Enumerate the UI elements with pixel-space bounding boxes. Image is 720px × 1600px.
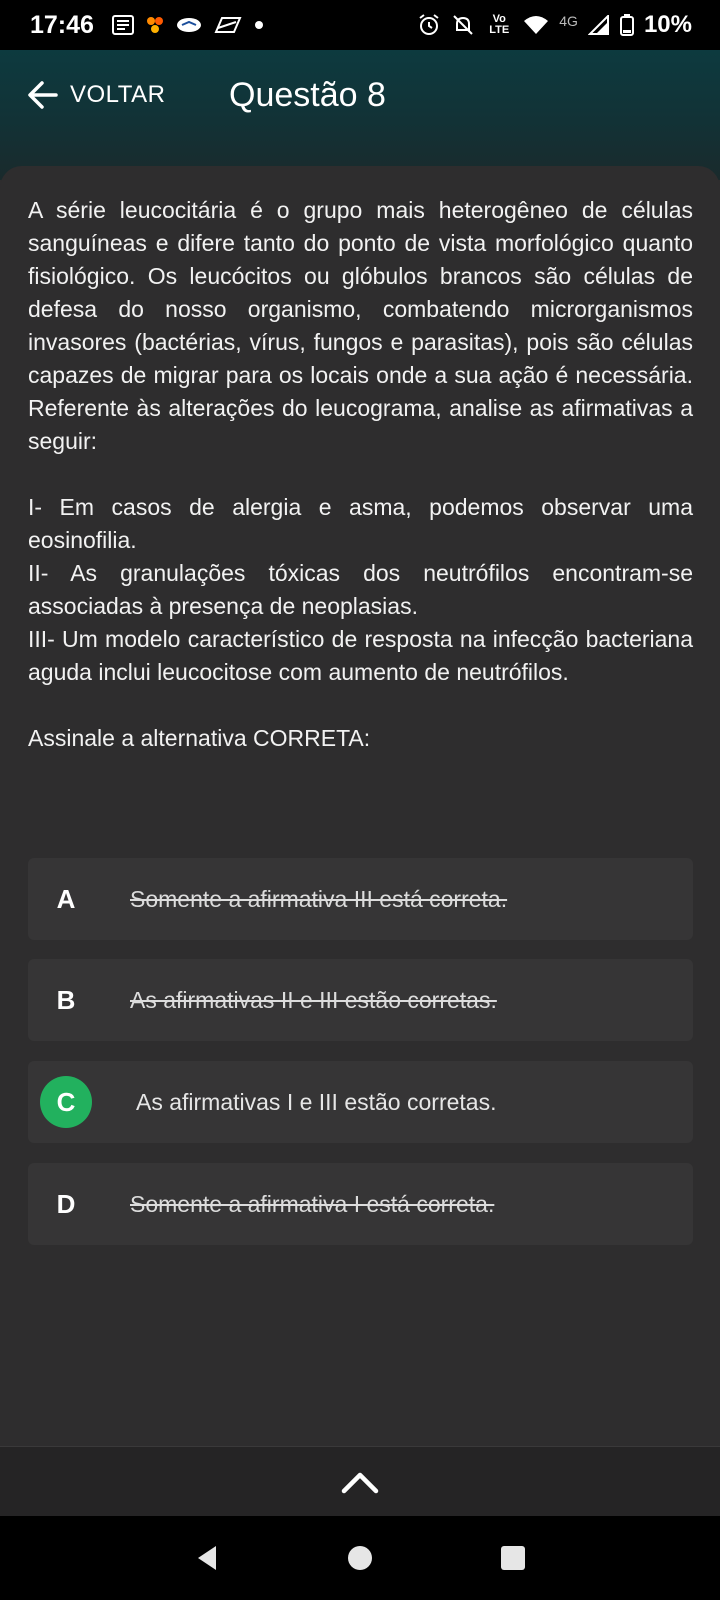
option-letter: B (56, 984, 76, 1015)
dot-icon (254, 20, 264, 30)
status-left-icons (112, 15, 264, 35)
question-intro: A série leucocitária é o grupo mais heterogêneo de células sanguíneas e difere tanto do ponto de vista morfológico quanto fisiológico. Os leucócitos ou glóbulos brancos são células de defesa do nosso organismo, combatendo microrganismos invasores (bactérias, vírus, fungos e parasitas), pois são células capazes de migrar para os locais onde a sua ação é necessária. Referente às alterações do leucograma, analise as afirmativas a seguir: (28, 197, 693, 454)
option-letter: A (56, 883, 76, 914)
chevron-up-icon (340, 1469, 380, 1495)
system-nav-bar (0, 1516, 720, 1600)
option-text: As afirmativas II e III estão corretas. (130, 986, 497, 1013)
recents-square-icon[interactable] (498, 1543, 528, 1573)
wifi-icon (523, 15, 549, 35)
handshake-icon (176, 16, 202, 34)
option-b[interactable] (28, 959, 693, 1041)
back-label: VOLTAR (70, 81, 166, 108)
option-text: Somente a afirmativa I está correta. (130, 1190, 495, 1217)
status-time: 17:46 (30, 10, 94, 39)
alarm-icon (417, 13, 441, 37)
statement-1: I- Em casos de alergia e asma, podemos observar uma eosinofilia. (28, 494, 693, 553)
home-circle-icon[interactable] (345, 1543, 375, 1573)
news-icon (112, 15, 134, 35)
option-c[interactable] (28, 1061, 693, 1143)
back-triangle-icon[interactable] (192, 1543, 222, 1573)
network-type: 4G (559, 13, 578, 29)
question-content (0, 166, 720, 1446)
statement-2: II- As granulações tóxicas dos neutrófilos encontram-se associadas à presença de neoplasias. (28, 560, 693, 619)
option-letter-correct: C (40, 1076, 92, 1128)
statement-3: III- Um modelo característico de resposta na infecção bacteriana aguda inclui leucocitose com aumento de neutrófilos. (28, 626, 693, 685)
status-right-icons (417, 11, 692, 39)
option-text: Somente a afirmativa III está correta. (130, 885, 508, 912)
question-prompt: Assinale a alternativa CORRETA: (28, 725, 371, 751)
back-button[interactable] (26, 78, 165, 112)
arrow-left-icon (26, 78, 60, 112)
option-letter: D (56, 1188, 76, 1219)
battery-level: 10% (643, 11, 692, 38)
expand-bar[interactable] (0, 1446, 720, 1516)
question-text (28, 194, 693, 755)
status-bar (0, 0, 720, 50)
app-icon (146, 15, 164, 35)
option-text: As afirmativas I e III estão corretas. (136, 1088, 497, 1115)
option-a[interactable] (28, 858, 693, 940)
volte-icon: Vo LTE (489, 13, 510, 36)
mute-icon (451, 13, 475, 37)
page-title: Questão 8 (229, 76, 386, 114)
header (0, 50, 720, 180)
signal-icon (588, 15, 610, 35)
battery-icon (620, 14, 634, 36)
flag-icon (214, 16, 242, 34)
option-d[interactable] (28, 1163, 693, 1245)
